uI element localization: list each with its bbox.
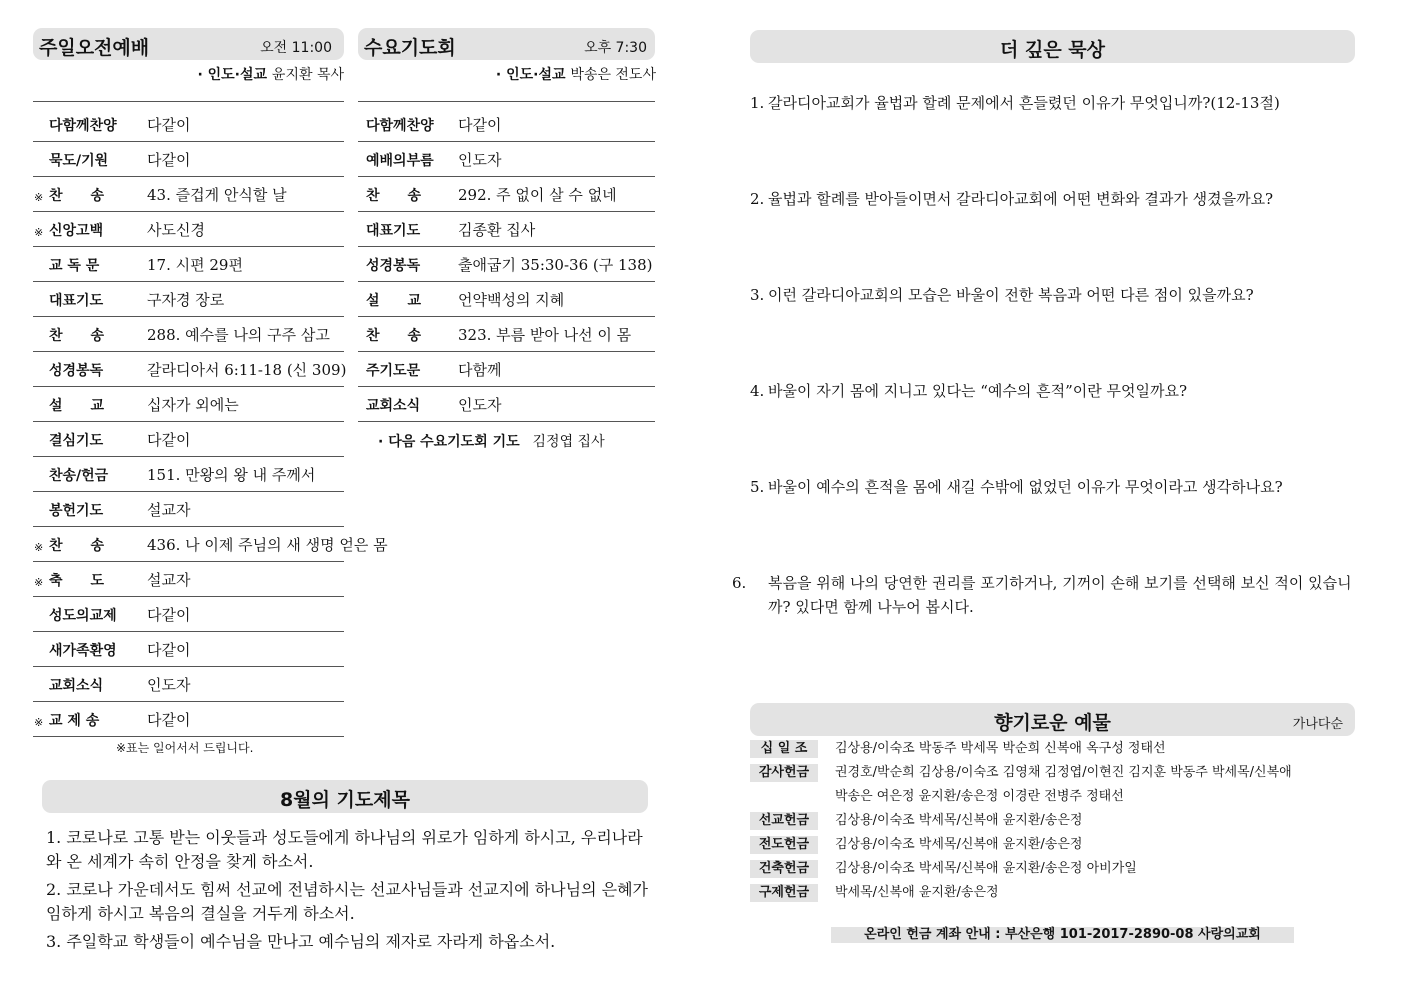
order-label: 설 교 <box>49 398 105 414</box>
order-value: 십자가 외에는 <box>147 396 239 414</box>
sunday-order-row <box>33 633 344 667</box>
wednesday-top-rule <box>358 101 655 102</box>
wednesday-header <box>358 28 655 60</box>
sunday-order-row <box>33 213 344 247</box>
wednesday-order-row <box>358 143 655 177</box>
wednesday-order-row <box>358 213 655 247</box>
standing-mark: ※ <box>34 226 44 239</box>
order-value: 43. 즐겁게 안식할 날 <box>147 186 287 204</box>
prayer-item: 2. 코로나 가운데서도 힘써 선교에 전념하시는 선교사님들과 선교지에 하나님의 은혜가 임하게 하시고 복음의 결실을 거두게 하소서. <box>46 880 648 923</box>
order-value: 설교자 <box>147 501 191 519</box>
meditation-header <box>750 30 1355 63</box>
wednesday-leader <box>496 64 656 84</box>
order-label: 찬 송 <box>366 328 422 344</box>
sunday-order-row <box>33 598 344 632</box>
sunday-order-row <box>33 423 344 457</box>
order-label: 찬 송 <box>49 328 105 344</box>
order-value: 갈라디아서 6:11-18 (신 309) <box>147 361 347 379</box>
wednesday-title: 수요기도회 <box>364 37 456 59</box>
meditation-question-5: 5. 바울이 예수의 흔적을 몸에 새길 수밖에 없었던 이유가 무엇이라고 생각하나요? <box>750 478 1283 496</box>
offering-order-note: 가나다순 <box>1292 717 1343 732</box>
prayer-item: 1. 코로나로 고통 받는 이웃들과 성도들에게 하나님의 위로가 임하게 하시고, 우리나라와 온 세계가 속히 안정을 찾게 하소서. <box>46 828 643 871</box>
standing-mark: ※ <box>34 191 44 204</box>
offering-names: 박세목/신복애 윤지환/송은정 <box>835 885 999 900</box>
wednesday-order-row <box>358 178 655 212</box>
order-value: 인도자 <box>147 676 191 694</box>
bank-account-info: 온라인 헌금 계좌 안내 : 부산은행 101-2017-2890-08 사랑의교회 <box>831 927 1294 943</box>
wednesday-order-row <box>358 248 655 282</box>
wednesday-leader-label: · 인도·설교 <box>495 67 566 83</box>
offering-category: 십 일 조 <box>750 740 818 758</box>
order-label: 다함께찬양 <box>366 118 434 134</box>
order-value: 다같이 <box>147 431 191 449</box>
order-value: 다함께 <box>458 361 502 379</box>
sunday-order-row <box>33 703 344 737</box>
order-value: 다같이 <box>147 711 191 729</box>
order-label: 다함께찬양 <box>49 118 117 134</box>
sunday-order-row <box>33 668 344 702</box>
order-value: 인도자 <box>458 396 502 414</box>
order-value: 다같이 <box>147 116 191 134</box>
offering-category: 건축헌금 <box>750 860 818 878</box>
order-value: 언약백성의 지혜 <box>458 291 565 309</box>
order-value: 17. 시편 29편 <box>147 256 243 274</box>
offering-category: 전도헌금 <box>750 836 818 854</box>
offering-names: 박송은 여은정 윤지환/송은정 이경란 전병주 정태선 <box>835 789 1124 804</box>
wednesday-leader-name: 박송은 전도사 <box>570 67 656 83</box>
offering-names: 권경호/박순희 김상용/이숙조 김영채 김정엽/이현진 김지훈 박동주 박세목/신복애 <box>835 765 1292 780</box>
meditation-title: 더 깊은 묵상 <box>1000 39 1105 61</box>
sunday-order-row <box>33 563 344 597</box>
wednesday-next-label: · 다음 수요기도회 기도 <box>378 434 520 450</box>
wednesday-order-row <box>358 388 655 422</box>
meditation-question-6: 6. 복음을 위해 나의 당연한 권리를 포기하거나, 기꺼이 손해 보기를 선택해 보신 적이 있습니까? 있다면 함께 나누어 봅시다. <box>732 574 1352 616</box>
order-label: 묵도/기원 <box>49 153 109 169</box>
offering-title: 향기로운 예물 <box>994 712 1111 734</box>
order-value: 설교자 <box>147 571 191 589</box>
meditation-question-4: 4. 바울이 자기 몸에 지니고 있다는 “예수의 흔적”이란 무엇일까요? <box>750 382 1188 400</box>
order-label: 신앙고백 <box>49 223 104 239</box>
order-label: 대표기도 <box>49 293 104 309</box>
order-value: 292. 주 없이 살 수 없네 <box>458 186 617 204</box>
order-label: 찬 송 <box>49 188 105 204</box>
order-label: 새가족환영 <box>49 643 117 659</box>
order-value: 436. 나 이제 주님의 새 생명 얻은 몸 <box>147 536 388 554</box>
wednesday-order-row <box>358 283 655 317</box>
sunday-order-row <box>33 318 344 352</box>
order-label: 설 교 <box>366 293 422 309</box>
sunday-leader-label: · 인도·설교 <box>197 67 268 83</box>
order-label: 교 제 송 <box>49 713 100 729</box>
sunday-order-row <box>33 458 344 492</box>
order-label: 축 도 <box>49 573 105 589</box>
sunday-order-row <box>33 248 344 282</box>
order-value: 다같이 <box>458 116 502 134</box>
offering-names: 김상용/이숙조 박동주 박세목 박순희 신복애 옥구성 정태선 <box>835 741 1166 756</box>
sunday-order-row <box>33 108 344 142</box>
sunday-order-row <box>33 143 344 177</box>
order-value: 151. 만왕의 왕 내 주께서 <box>147 466 316 484</box>
order-label: 성경봉독 <box>366 258 421 274</box>
order-label: 찬 송 <box>366 188 422 204</box>
order-label: 찬 송 <box>49 538 105 554</box>
offering-names: 김상용/이숙조 박세목/신복애 윤지환/송은정 <box>835 837 1083 852</box>
offering-category: 구제헌금 <box>750 884 818 902</box>
wednesday-order-row <box>358 318 655 352</box>
meditation-question-1: 1. 갈라디아교회가 율법과 할례 문제에서 흔들렸던 이유가 무엇입니까?(12-13절) <box>750 94 1280 112</box>
meditation-question-2: 2. 율법과 할례를 받아들이면서 갈라디아교회에 어떤 변화와 결과가 생겼을까요? <box>750 190 1274 208</box>
order-value: 다같이 <box>147 641 191 659</box>
offering-header <box>750 703 1355 736</box>
sunday-leader-name: 윤지환 목사 <box>271 67 344 83</box>
wednesday-next-prayer <box>378 431 605 451</box>
order-label: 찬송/헌금 <box>49 468 109 484</box>
order-label: 결심기도 <box>49 433 104 449</box>
order-value: 인도자 <box>458 151 502 169</box>
prayer-title: 8월의 기도제목 <box>280 789 410 811</box>
offering-names: 김상용/이숙조 박세목/신복애 윤지환/송은정 아비가일 <box>835 861 1137 876</box>
order-label: 대표기도 <box>366 223 421 239</box>
order-value: 출애굽기 35:30-36 (구 138) <box>458 256 653 274</box>
wednesday-order-row <box>358 108 655 142</box>
sunday-order-row <box>33 178 344 212</box>
sunday-top-rule <box>33 101 344 102</box>
order-label: 성도의교제 <box>49 608 117 624</box>
offering-names: 김상용/이숙조 박세목/신복애 윤지환/송은정 <box>835 813 1083 828</box>
order-label: 예배의부름 <box>366 153 434 169</box>
sunday-header <box>33 28 344 60</box>
standing-mark: ※ <box>34 541 44 554</box>
order-value: 다같이 <box>147 606 191 624</box>
prayer-item: 3. 주일학교 학생들이 예수님을 만나고 예수님의 제자로 자라게 하옵소서. <box>46 932 556 951</box>
sunday-order-row <box>33 493 344 527</box>
wednesday-time: 오후 7:30 <box>584 40 647 56</box>
order-value: 김종환 집사 <box>458 221 536 239</box>
standing-mark: ※ <box>34 576 44 589</box>
order-label: 봉헌기도 <box>49 503 104 519</box>
offering-category: 감사헌금 <box>750 764 818 782</box>
sunday-order-row <box>33 353 347 387</box>
order-value: 사도신경 <box>147 221 205 239</box>
sunday-title: 주일오전예배 <box>39 37 150 59</box>
sunday-order-row <box>33 283 344 317</box>
order-value: 288. 예수를 나의 구주 삼고 <box>147 326 330 344</box>
order-label: 교 독 문 <box>49 258 100 274</box>
standing-mark: ※ <box>34 716 44 729</box>
order-value: 다같이 <box>147 151 191 169</box>
sunday-footnote: ※표는 일어서서 드립니다. <box>116 741 254 755</box>
sunday-leader <box>197 64 344 84</box>
order-label: 성경봉독 <box>49 363 104 379</box>
prayer-header <box>42 780 648 813</box>
order-label: 교회소식 <box>366 398 421 414</box>
order-label: 주기도문 <box>366 363 421 379</box>
order-label: 교회소식 <box>49 678 104 694</box>
sunday-order-row <box>33 388 344 422</box>
sunday-time: 오전 11:00 <box>260 40 332 56</box>
order-value: 323. 부름 받아 나선 이 몸 <box>458 326 632 344</box>
offering-category: 선교헌금 <box>750 812 818 830</box>
meditation-question-3: 3. 이런 갈라디아교회의 모습은 바울이 전한 복음과 어떤 다른 점이 있을까요? <box>750 286 1254 304</box>
wednesday-next-name: 김정엽 집사 <box>532 434 605 450</box>
order-value: 구자경 장로 <box>147 291 225 309</box>
wednesday-order-row <box>358 353 655 387</box>
sunday-order-row <box>33 528 388 562</box>
